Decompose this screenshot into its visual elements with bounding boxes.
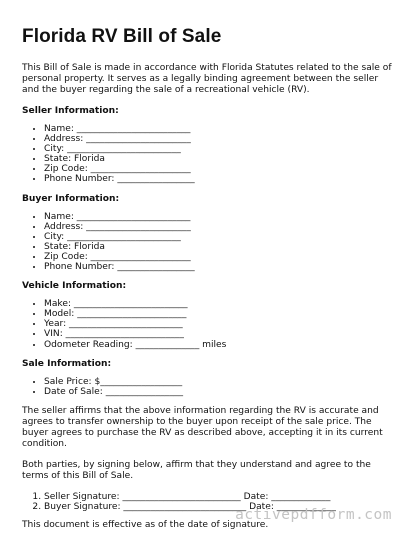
seller-list bbox=[22, 124, 394, 185]
seller-heading: Seller Information: bbox=[22, 106, 119, 116]
buyer-zip-field[interactable]: • Zip Code: ______________________ bbox=[44, 252, 394, 262]
seller-city-field[interactable]: • City: _________________________ bbox=[44, 144, 394, 154]
vehicle-odometer-field[interactable]: • Odometer Reading: ______________ miles bbox=[44, 340, 394, 350]
sale-heading: Sale Information: bbox=[22, 358, 112, 369]
affirmation-paragraph: The seller affirms that the above information regarding the RV is accurate and agrees to transfer ownership to the buyer upon receipt of the sale price. The buyer agrees to purchase the RV as described above, accepting it in its current condition. bbox=[22, 405, 383, 449]
vehicle-year-field[interactable]: • Year: _________________________ bbox=[44, 319, 394, 329]
seller-phone-field[interactable]: • Phone Number: _________________ bbox=[44, 174, 394, 184]
seller-address-field[interactable]: • Address: _______________________ bbox=[44, 134, 394, 144]
buyer-signature-field[interactable]: 2. Buyer Signature: ___________________________ Date: _____________ bbox=[44, 502, 394, 512]
seller-name-field[interactable]: • Name: _________________________ bbox=[44, 124, 394, 134]
vehicle-list bbox=[22, 299, 394, 349]
seller-zip-field[interactable]: • Zip Code: ______________________ bbox=[44, 164, 394, 174]
buyer-city-field[interactable]: • City: _________________________ bbox=[44, 232, 394, 242]
document bbox=[22, 26, 394, 541]
vehicle-make-field[interactable]: • Make: _________________________ bbox=[44, 299, 394, 309]
vehicle-heading: Vehicle Information: bbox=[22, 281, 127, 292]
buyer-list bbox=[22, 212, 394, 273]
buyer-state: • State: Florida bbox=[44, 242, 394, 252]
sale-list bbox=[22, 377, 394, 397]
vehicle-vin-field[interactable]: • VIN: __________________________ bbox=[44, 329, 394, 339]
sale-date-field[interactable]: • Date of Sale: _________________ bbox=[44, 387, 394, 397]
seller-signature-field[interactable]: 1. Seller Signature: __________________________ Date: _____________ bbox=[44, 492, 394, 502]
buyer-phone-field[interactable]: • Phone Number: _________________ bbox=[44, 262, 394, 272]
agreement-paragraph: Both parties, by signing below, affirm that they understand and agree to the terms of this Bill of Sale. bbox=[22, 459, 371, 481]
buyer-heading: Buyer Information: bbox=[22, 193, 120, 204]
sale-price-field[interactable]: • Sale Price: $__________________ bbox=[44, 377, 394, 387]
vehicle-model-field[interactable]: • Model: ________________________ bbox=[44, 309, 394, 319]
watermark: activepdfform.com bbox=[235, 507, 392, 523]
closing-paragraph: This document is effective as of the date of signature. bbox=[22, 519, 269, 530]
intro-paragraph: This Bill of Sale is made in accordance with Florida Statutes related to the sale of personal property. It serves as a legally binding agreement between the seller and the buyer regarding the sale of a recreational vehicle (RV). bbox=[22, 63, 392, 95]
buyer-address-field[interactable]: • Address: _______________________ bbox=[44, 222, 394, 232]
seller-state: • State: Florida bbox=[44, 154, 394, 164]
document-title: Florida RV Bill of Sale bbox=[22, 26, 222, 47]
buyer-name-field[interactable]: • Name: _________________________ bbox=[44, 212, 394, 222]
